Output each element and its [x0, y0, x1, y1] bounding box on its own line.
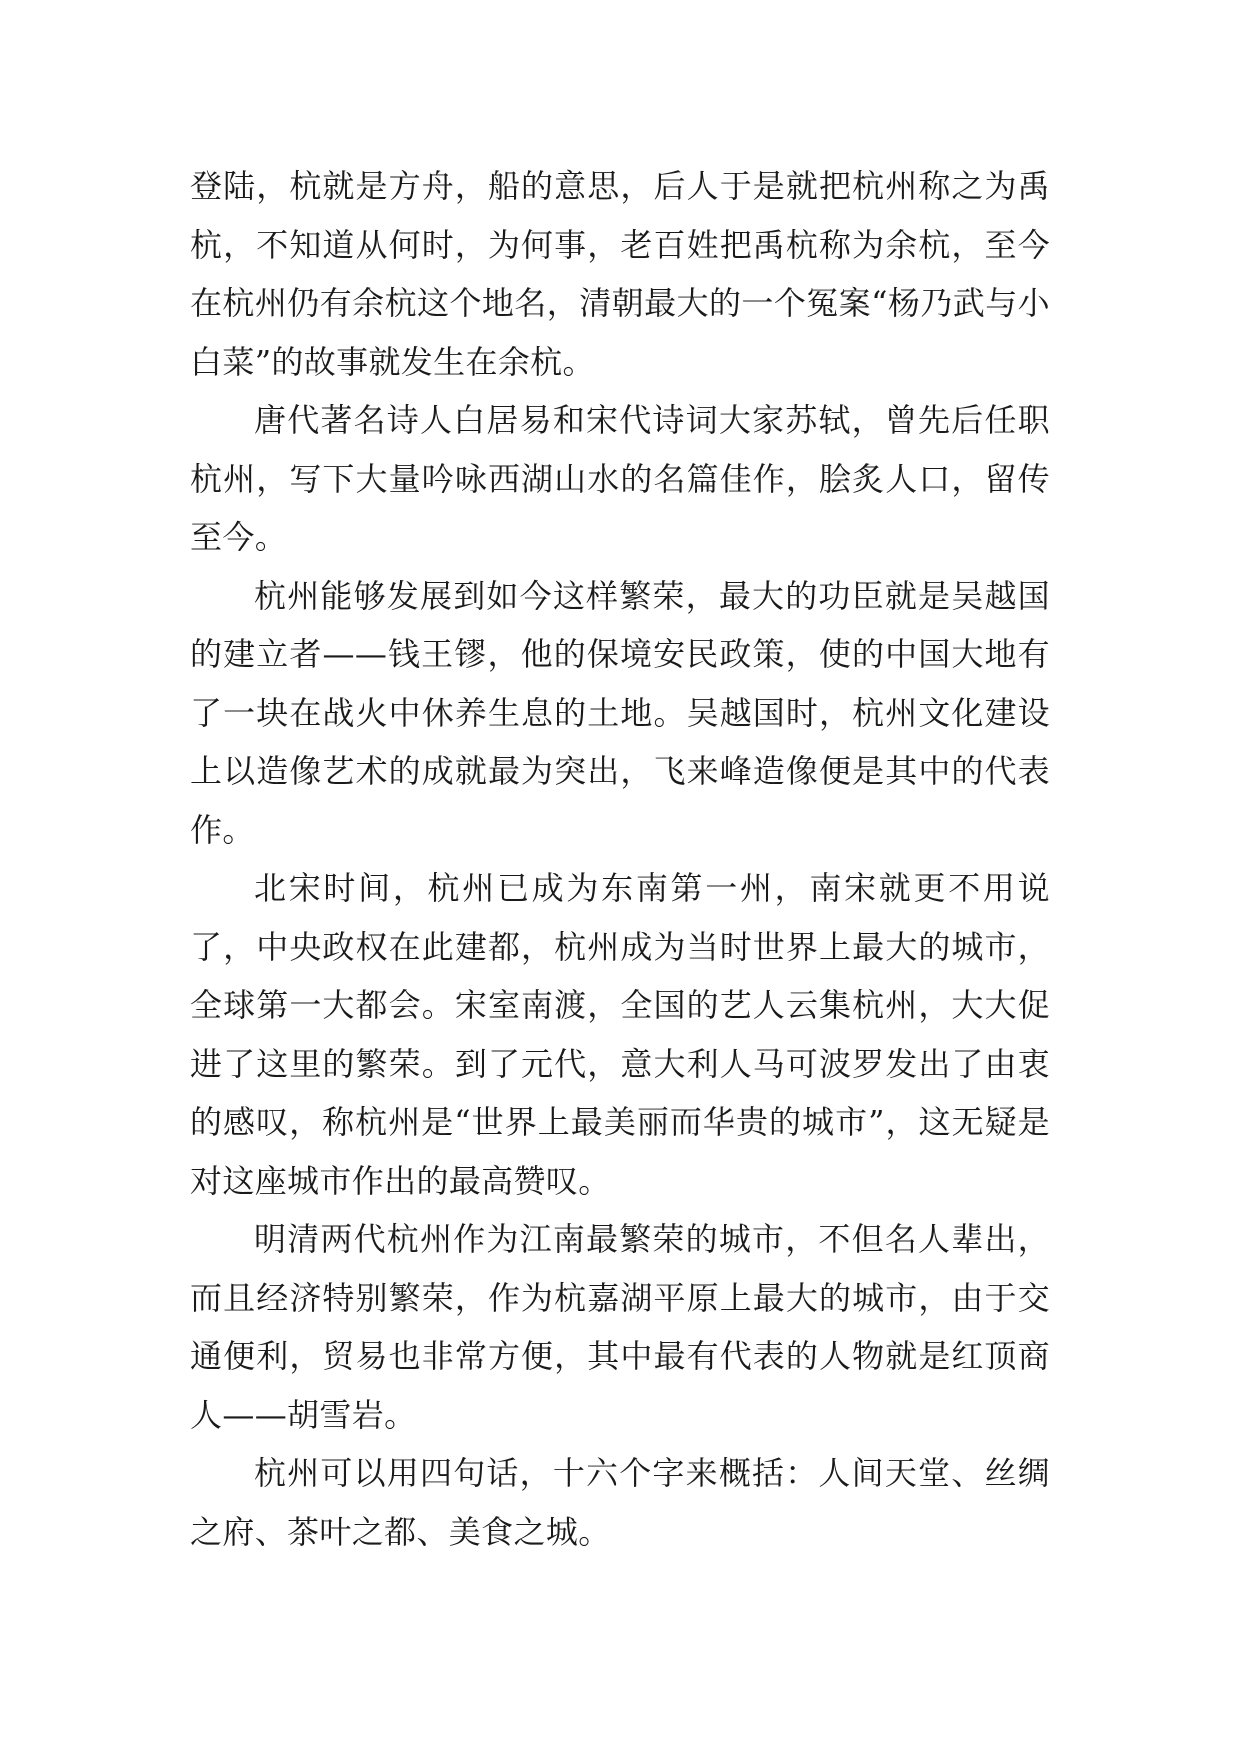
paragraph-2: 唐代著名诗人白居易和宋代诗词大家苏轼，曾先后任职杭州，写下大量吟咏西湖山水的名篇佳作，脍炙人口，留传至今。 [190, 401, 1050, 556]
document-body [190, 157, 1050, 1561]
paragraph-6: 杭州可以用四句话，十六个字来概括：人间天堂、丝绸之府、茶叶之都、美食之城。 [190, 1454, 1050, 1551]
paragraph-3: 杭州能够发展到如今这样繁荣，最大的功臣就是吴越国的建立者——钱王镠，他的保境安民政策，使的中国大地有了一块在战火中休养生息的土地。吴越国时，杭州文化建设上以造像艺术的成就最为突出，飞来峰造像便是其中的代表作。 [190, 576, 1050, 849]
paragraph-5: 明清两代杭州作为江南最繁荣的城市，不但名人辈出，而且经济特别繁荣，作为杭嘉湖平原上最大的城市，由于交通便利，贸易也非常方便，其中最有代表的人物就是红顶商人——胡雪岩。 [190, 1220, 1050, 1434]
paragraph-4: 北宋时间，杭州已成为东南第一州，南宋就更不用说了，中央政权在此建都，杭州成为当时世界上最大的城市，全球第一大都会。宋室南渡，全国的艺人云集杭州，大大促进了这里的繁荣。到了元代，意大利人马可波罗发出了由衷的感叹，称杭州是“世界上最美丽而华贵的城市”，这无疑是对这座城市作出的最高赞叹。 [190, 869, 1050, 1200]
paragraph-1: 登陆，杭就是方舟，船的意思，后人于是就把杭州称之为禹杭，不知道从何时，为何事，老百姓把禹杭称为余杭，至今在杭州仍有余杭这个地名，清朝最大的一个冤案“杨乃武与小白菜”的故事就发生在余杭。 [190, 167, 1050, 381]
